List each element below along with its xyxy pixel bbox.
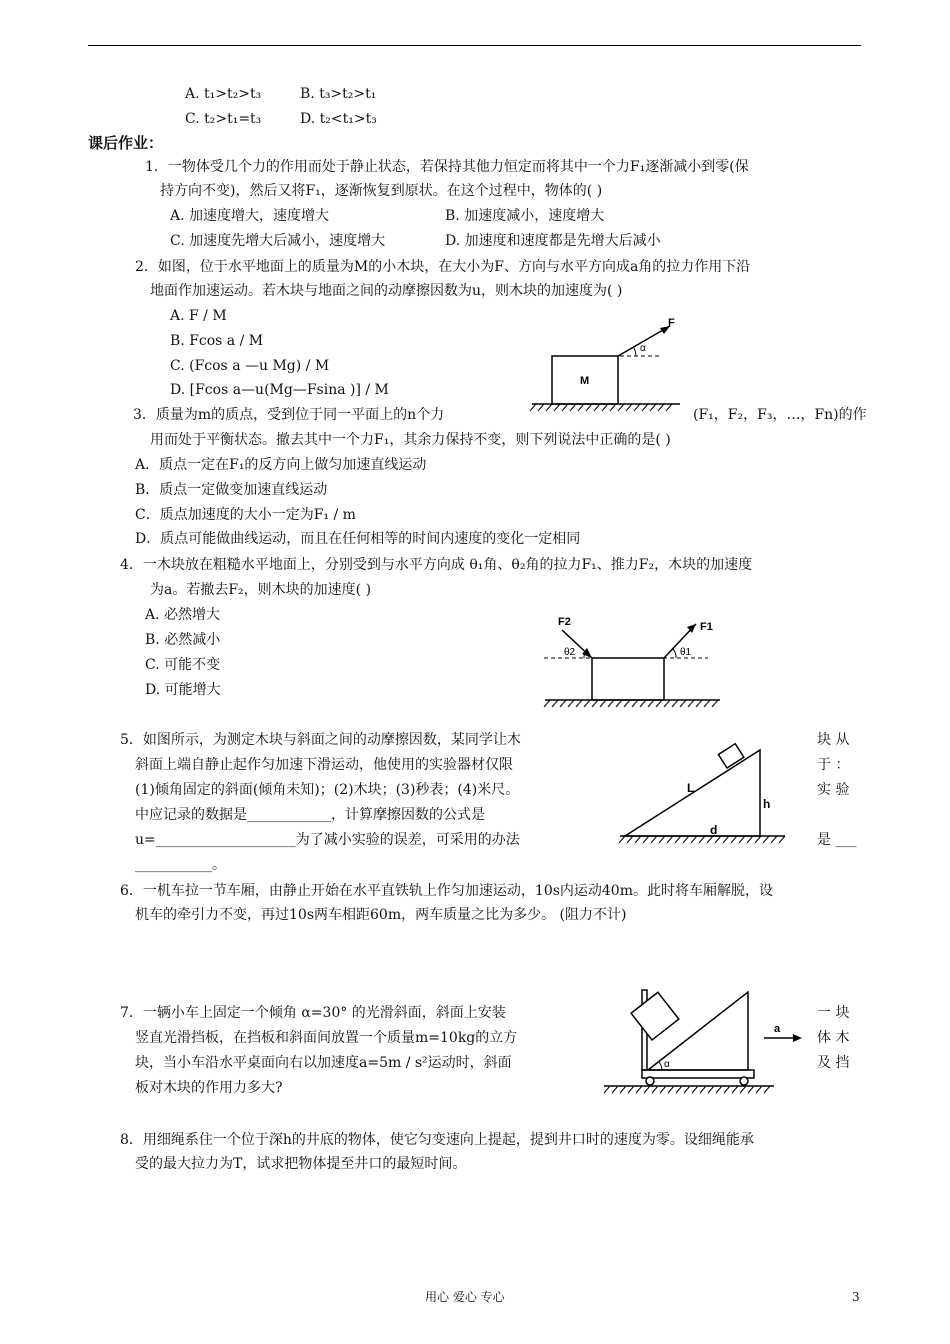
q7-accel-label: a — [774, 1023, 781, 1035]
q6-line1: 6．一机车拉一节车厢，由静止开始在水平直铁轨上作匀加速运动，10s内运动40m。此时将车厢解脱，设 — [120, 883, 773, 899]
q7-figure — [604, 982, 804, 1097]
q2-line1: 2．如图，位于水平地面上的质量为M的小木块，在大小为F、方向与水平方向成a角的拉力作用下沿 — [135, 259, 751, 275]
page-number: 3 — [852, 1290, 860, 1304]
q4-line2: 为a。若撤去F₂，则木块的加速度( ) — [150, 582, 372, 598]
q3-option-b: B．质点一定做变加速直线运动 — [135, 482, 328, 498]
q3-option-a: A．质点一定在F₁的反方向上做匀加速直线运动 — [135, 457, 427, 473]
q5-line2-right: 于 ： — [817, 757, 850, 773]
q3-line1-right: (F₁，F₂，F₃，…，Fn)的作 — [693, 407, 867, 423]
q3-line2: 用而处于平衡状态。撤去其中一个力F₁，其余力保持不变，则下列说法中正确的是( ) — [150, 432, 671, 448]
q5-line1: 5．如图所示，为测定木块与斜面之间的动摩擦因数，某同学让木 — [120, 732, 521, 748]
q4-option-b: B. 必然减小 — [145, 632, 221, 648]
q4-option-c: C. 可能不变 — [145, 657, 221, 673]
q7-line2: 竖直光滑挡板，在挡板和斜面间放置一个质量m=10kg的立方 — [135, 1030, 518, 1046]
q6-line2: 机车的牵引力不变，再过10s两车相距60m，两车质量之比为多少。 (阻力不计) — [135, 907, 627, 923]
q3-line1-left: 3．质量为m的质点，受到位于同一平面上的n个力 — [133, 407, 445, 423]
q1-line2: 持方向不变)，然后又将F₁，逐渐恢复到原状。在这个过程中，物体的( ) — [160, 183, 603, 199]
prev-option-d: D. t₂<t₁>t₃ — [300, 111, 377, 127]
q4-theta1-label: θ1 — [680, 647, 692, 658]
q5-line5: u=____________________为了减小实验的误差，可采用的办法 — [135, 832, 520, 848]
q5-line2: 斜面上端自静止起作匀加速下滑运动，他使用的实验器材仅限 — [135, 757, 513, 773]
q4-f1-label: F1 — [700, 621, 713, 633]
cart-wheel-right — [740, 1077, 748, 1085]
prev-option-a: A. t₁>t₂>t₃ — [185, 86, 262, 102]
q5-figure — [615, 744, 790, 844]
q7-line4: 板对木块的作用力多大? — [135, 1080, 283, 1096]
q4-line1: 4．一木块放在粗糙水平地面上，分别受到与水平方向成 θ₁角、θ₂角的拉力F₁、推力F₂，木块的加速度 — [120, 557, 753, 573]
q4-figure — [540, 612, 725, 712]
q2-option-d: D. [Fcos a—u(Mg—Fsina )] / M — [170, 382, 389, 398]
q7-line3-right: 及 挡 — [817, 1055, 850, 1071]
q7-line2-right: 体 木 — [817, 1030, 850, 1046]
q1-option-b: B. 加速度减小，速度增大 — [445, 208, 605, 224]
q4-f2-label: F2 — [558, 616, 571, 628]
q5-line3-right: 实 验 — [817, 782, 850, 798]
cart-base — [642, 1070, 754, 1078]
q1-option-c: C. 加速度先增大后减小，速度增大 — [170, 233, 386, 249]
q1-option-a: A. 加速度增大，速度增大 — [170, 208, 330, 224]
q5-block — [718, 744, 743, 768]
q1-line1: 1．一物体受几个力的作用而处于静止状态，若保持其他力恒定而将其中一个力F₁逐渐减小到零(保 — [145, 159, 749, 175]
q1-option-d: D. 加速度和速度都是先增大后减小 — [445, 233, 661, 249]
q5-d-label: d — [710, 823, 718, 837]
q7-alpha-label: α — [664, 1059, 670, 1070]
q4-block — [592, 658, 664, 700]
q5-line6: ___________。 — [135, 857, 226, 873]
q2-angle-label: α — [640, 343, 646, 354]
q2-force-label: F — [668, 317, 675, 329]
q3-option-c: C．质点加速度的大小一定为F₁ / m — [135, 507, 356, 523]
prev-option-b: B. t₃>t₂>t₁ — [300, 86, 377, 102]
q8-line2: 受的最大拉力为T，试求把物体提至井口的最短时间。 — [135, 1156, 467, 1172]
q7-line1: 7．一辆小车上固定一个倾角 α=30° 的光滑斜面，斜面上安装 — [120, 1005, 506, 1021]
q7-block — [631, 992, 679, 1040]
q2-option-a: A. F / M — [170, 308, 227, 324]
q5-line4: 中应记录的数据是____________，计算摩擦因数的公式是 — [135, 807, 485, 823]
q5-h-label: h — [763, 797, 771, 811]
q2-option-b: B. Fcos a / M — [170, 333, 264, 349]
q5-line3: (1)倾角固定的斜面(倾角未知)；(2)木块；(3)秒表；(4)米尺。 — [135, 782, 520, 798]
q2-mass-label: M — [580, 375, 590, 387]
q3-option-d: D．质点可能做曲线运动，而且在任何相等的时间内速度的变化一定相同 — [135, 531, 581, 547]
q2-figure — [530, 312, 690, 412]
cart-wheel-left — [646, 1077, 654, 1085]
q5-line1-right: 块 从 — [817, 732, 850, 748]
header-rule — [88, 45, 861, 46]
prev-option-c: C. t₂>t₁=t₃ — [185, 111, 262, 127]
q2-line2: 地面作加速运动。若木块与地面之间的动摩擦因数为u，则木块的加速度为( ) — [150, 283, 623, 299]
q4-option-a: A. 必然增大 — [145, 607, 221, 623]
q7-line3: 块，当小车沿水平桌面向右以加速度a=5m / s²运动时，斜面 — [135, 1055, 512, 1071]
q4-theta2-label: θ2 — [564, 647, 576, 658]
q5-L-label: L — [687, 781, 695, 795]
q8-line1: 8．用细绳系住一个位于深h的井底的物体，使它匀变速向上提起，提到井口时的速度为零。设细绳能承 — [120, 1132, 754, 1148]
q4-option-d: D. 可能增大 — [145, 682, 221, 698]
footer-motto: 用心 爱心 专心 — [425, 1290, 505, 1304]
homework-heading: 课后作业： — [88, 134, 164, 152]
q5-line5-right: 是 ___ — [817, 832, 857, 848]
q2-option-c: C. (Fcos a —u Mg) / M — [170, 358, 330, 374]
q7-line1-right: 一 块 — [817, 1005, 850, 1021]
